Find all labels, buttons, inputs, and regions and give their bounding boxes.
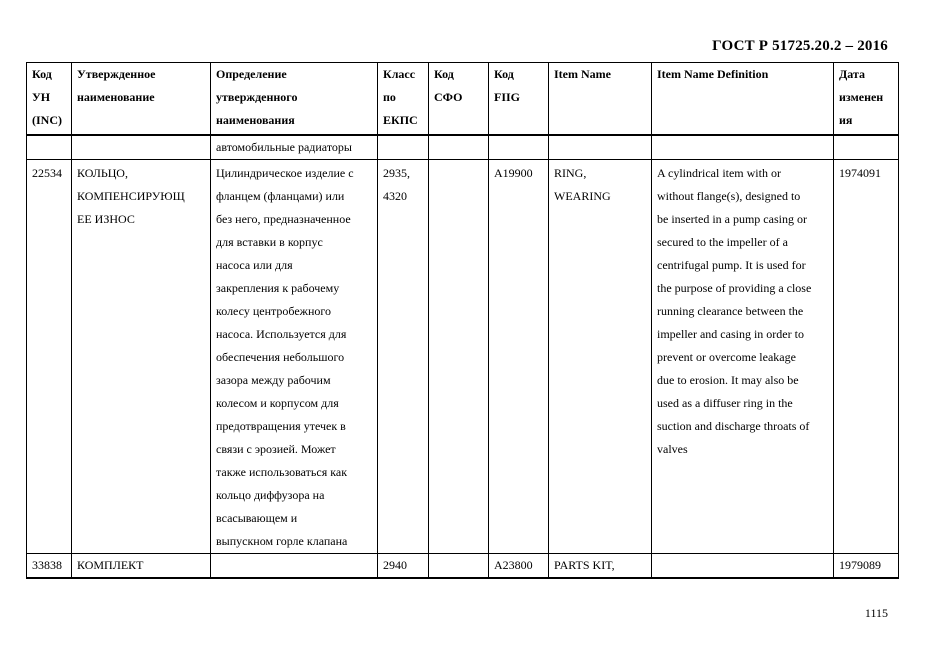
cell-item-name: RING, WEARING (549, 159, 652, 553)
cell-fiig-code: A19900 (489, 159, 549, 553)
header-change-date: Дата изменен ия (834, 63, 899, 135)
cell-inc: 33838 (27, 553, 72, 578)
inc-table (26, 62, 899, 579)
cell-inc (27, 135, 72, 160)
cell-sfo-code (429, 553, 489, 578)
cell-inc: 22534 (27, 159, 72, 553)
header-item-name: Item Name (549, 63, 652, 135)
cell-approved-name: КОЛЬЦО, КОМПЕНСИРУЮЩ ЕЕ ИЗНОС (72, 159, 211, 553)
cell-ekps-class: 2940 (378, 553, 429, 578)
cell-approved-name (72, 135, 211, 160)
header-fiig-code: Код FIIG (489, 63, 549, 135)
cell-item-name: PARTS KIT, (549, 553, 652, 578)
cell-approved-name: КОМПЛЕКТ (72, 553, 211, 578)
header-inc: Код УН (INC) (27, 63, 72, 135)
cell-change-date: 1979089 (834, 553, 899, 578)
cell-ekps-class (378, 135, 429, 160)
cell-definition (211, 553, 378, 578)
standard-number: ГОСТ Р 51725.20.2 – 2016 (712, 38, 888, 54)
cell-item-name-definition: A cylindrical item with or without flange(s), designed to be inserted in a pump casing or secured to the impeller of a centrifugal pump. It is used for the purpose of providing a close running clearance between the impeller and casing in order to prevent or overcome leakage due to erosion. It may also be used as a diffuser ring in the suction and discharge throats of valves (652, 159, 834, 553)
header-definition: Определение утвержденного наименования (211, 63, 378, 135)
cell-item-name-definition (652, 135, 834, 160)
table-header-row (27, 63, 899, 135)
cell-ekps-class: 2935, 4320 (378, 159, 429, 553)
cell-sfo-code (429, 135, 489, 160)
header-ekps-class: Класс по ЕКПС (378, 63, 429, 135)
page-number: 1115 (864, 606, 888, 620)
header-item-name-definition: Item Name Definition (652, 63, 834, 135)
cell-definition: Цилиндрическое изделие с фланцем (фланцами) или без него, предназначенное для вставки в корпус насоса или для закрепления к рабочему колесу центробежного насоса. Используется для обеспечения небольшого зазора между рабочим колесом и корпусом для предотвращения утечек в связи с эрозией. Может также использоваться как кольцо диффузора на всасывающем и выпускном горле клапана (211, 159, 378, 553)
header-approved-name: Утвержденное наименование (72, 63, 211, 135)
cell-change-date: 1974091 (834, 159, 899, 553)
cell-fiig-code (489, 135, 549, 160)
cell-item-name (549, 135, 652, 160)
table-row (27, 159, 899, 553)
cell-change-date (834, 135, 899, 160)
cell-definition: автомобильные радиаторы (211, 135, 378, 160)
table-row (27, 135, 899, 160)
header-sfo-code: Код СФО (429, 63, 489, 135)
table-row (27, 553, 899, 578)
cell-sfo-code (429, 159, 489, 553)
cell-item-name-definition (652, 553, 834, 578)
cell-fiig-code: A23800 (489, 553, 549, 578)
